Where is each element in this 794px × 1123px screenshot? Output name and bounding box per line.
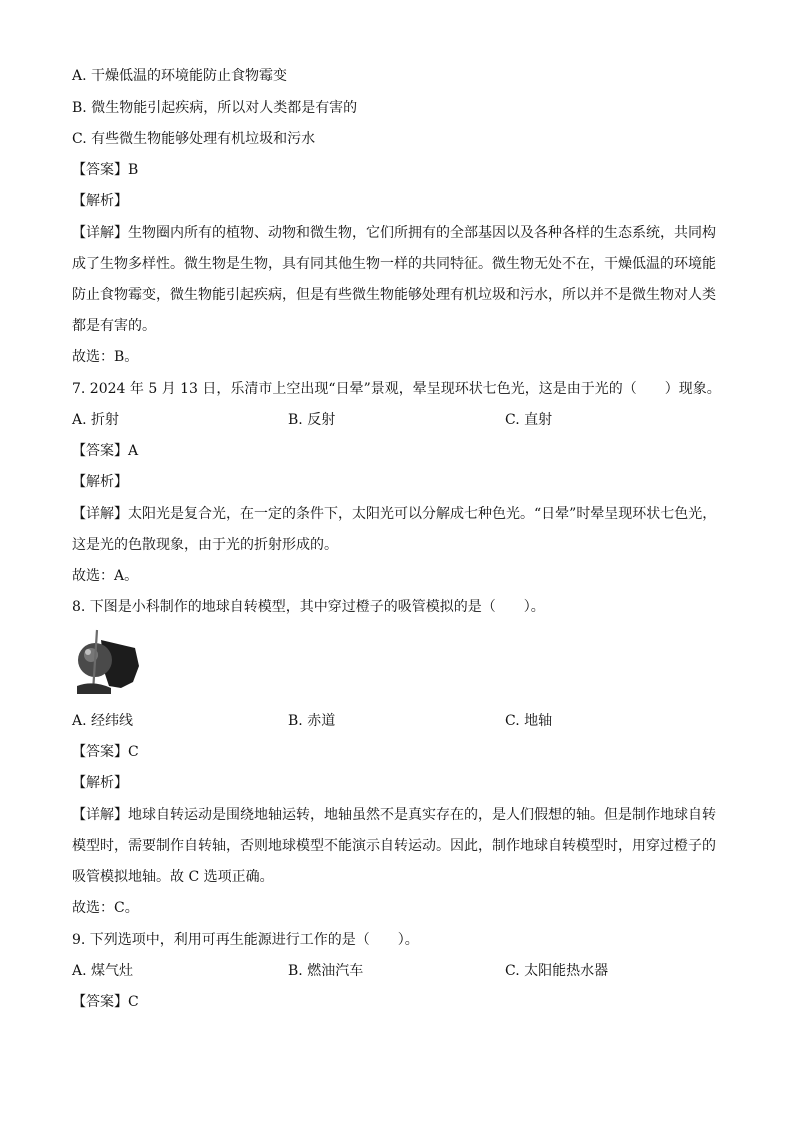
q6-detail: [72, 218, 722, 342]
q8-analysis-tag: 【解析】: [72, 775, 128, 791]
detail-line: 模型时，需要制作自转轴，否则地球模型不能演示自转运动。因此，制作地球自转模型时，用穿过橙子的: [72, 838, 716, 854]
answer-value: A: [128, 443, 139, 459]
q9-option-a: A. 煤气灶: [72, 963, 134, 979]
q8-option-a: A. 经纬线: [72, 713, 134, 729]
detail-tag: 【详解】: [72, 225, 128, 241]
detail-line: 都是有害的。: [72, 318, 156, 334]
answer-tag: 【答案】: [72, 744, 128, 760]
detail-tag: 【详解】: [72, 807, 128, 823]
orange-straw-model-image: [73, 626, 141, 694]
q7-option-b: B. 反射: [288, 412, 336, 428]
q6-option-a: A. 干燥低温的环境能防止食物霉变: [72, 68, 288, 84]
q8-conclusion: 故选：C。: [72, 900, 139, 916]
detail-line: 防止食物霉变，微生物能引起疾病，但是有些微生物能够处理有机垃圾和污水，所以并不是微生物对人类: [72, 287, 716, 303]
answer-value: C: [128, 994, 139, 1010]
detail-line: 地球自转运动是围绕地轴运转，地轴虽然不是真实存在的，是人们假想的轴。但是制作地球自转: [128, 807, 716, 823]
detail-line: 吸管模拟地轴。故 C 选项正确。: [72, 869, 274, 885]
q9-option-c: C. 太阳能热水器: [505, 963, 609, 979]
detail-line: 成了生物多样性。微生物是生物，具有同其他生物一样的共同特征。微生物无处不在，干燥低温的环境能: [72, 256, 716, 272]
q7-stem: 7. 2024 年 5 月 13 日，乐清市上空出现“日晕”景观，晕呈现环状七色光，这是由于光的（ ）现象。: [72, 381, 721, 397]
q9-answer: [72, 992, 139, 1012]
q6-conclusion: 故选：B。: [72, 349, 139, 365]
detail-tag: 【详解】: [72, 506, 128, 522]
q7-option-c: C. 直射: [505, 412, 553, 428]
q6-answer: [72, 160, 138, 180]
detail-line: 生物圈内所有的植物、动物和微生物，它们所拥有的全部基因以及各种各样的生态系统，共同构: [128, 225, 716, 241]
q8-answer: [72, 742, 139, 762]
answer-tag: 【答案】: [72, 162, 128, 178]
answer-value: B: [128, 162, 139, 178]
q8-option-b: B. 赤道: [288, 713, 336, 729]
q6-option-b: B. 微生物能引起疾病，所以对人类都是有害的: [72, 100, 358, 116]
q6-option-c: C. 有些微生物能够处理有机垃圾和污水: [72, 131, 316, 147]
q9-option-b: B. 燃油汽车: [288, 963, 364, 979]
q6-analysis-tag: 【解析】: [72, 193, 128, 209]
answer-tag: 【答案】: [72, 443, 128, 459]
q7-analysis-tag: 【解析】: [72, 474, 128, 490]
earth-model-photo: [73, 626, 141, 694]
q8-option-c: C. 地轴: [505, 713, 553, 729]
answer-value: C: [128, 744, 139, 760]
q7-answer: [72, 441, 138, 461]
q7-detail: [72, 499, 722, 561]
detail-line: 太阳光是复合光，在一定的条件下，太阳光可以分解成七种色光。“日晕”时晕呈现环状七色光，: [128, 506, 717, 522]
q7-conclusion: 故选：A。: [72, 568, 139, 584]
detail-line: 这是光的色散现象，由于光的折射形成的。: [72, 537, 338, 553]
answer-tag: 【答案】: [72, 994, 128, 1010]
q8-stem: 8. 下图是小科制作的地球自转模型，其中穿过橙子的吸管模拟的是（ ）。: [72, 599, 545, 615]
q7-option-a: A. 折射: [72, 412, 120, 428]
q9-stem: 9. 下列选项中，利用可再生能源进行工作的是（ ）。: [72, 932, 419, 948]
q8-detail: [72, 800, 722, 893]
